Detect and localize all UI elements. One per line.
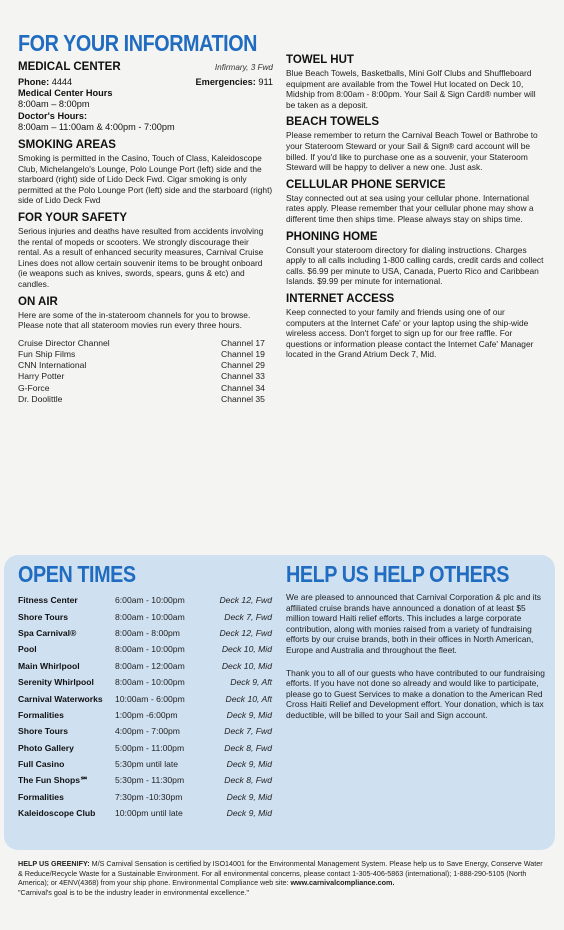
table-row: Shore Tours 4:00pm - 7:00pm Deck 7, Fwd — [18, 726, 272, 737]
table-row: Pool 8:00am - 10:00pm Deck 10, Mid — [18, 644, 272, 655]
safety-section — [18, 212, 273, 290]
beach-towels-title: BEACH TOWELS — [286, 116, 380, 129]
table-row: Serenity Whirlpool 8:00am - 10:00pm Deck 9, Aft — [18, 677, 272, 688]
doctor-hours: 8:00am – 11:00am & 4:00pm - 7:00pm — [18, 121, 175, 132]
towel-hut-section — [286, 54, 546, 110]
safety-title: FOR YOUR SAFETY — [18, 211, 128, 224]
phoning-home-title: PHONING HOME — [286, 230, 378, 243]
list-item: Dr. Doolittle Channel 35 — [18, 393, 265, 404]
table-row: Kaleidoscope Club 10:00pm until late Deck 9, Mid — [18, 808, 272, 819]
safety-text: Serious injuries and deaths have resulted from accidents involving the rental of mopeds or scooters. We strongly discourage their rental. As a result of enhanced security measures, Carnival Cruise Lines does not allow certain souvenir items to be brought onboard (ie weapons such as knives, swords, spears, guns & etc) and candles. — [18, 225, 264, 289]
open-times-section — [18, 560, 278, 821]
table-row: Carnival Waterworks 10:00am - 6:00pm Deck 10, Aft — [18, 693, 272, 704]
list-item: Harry Potter Channel 33 — [18, 371, 265, 382]
greenify-label: HELP US GREENIFY: — [18, 859, 90, 868]
cellular-text: Stay connected out at sea using your cellular phone. International rates apply. Please remember that your cellular phone may show a different time then ships time. Please always stay on ships time. — [286, 192, 534, 224]
internet-text: Keep connected to your family and friends using one of our computers at the Internet Cafe' or your laptop using the ship-wide wireless access. Don't forget to sign up for our free raffle. For questions or information please contact the Internet Cafe' Manager located in the Grand Atrium Deck 7, Mid. — [286, 306, 534, 360]
phoning-home-text: Consult your stateroom directory for dialing instructions. Charges apply to all calls including 1-800 calling cards, credit cards and collect calls. $6.99 per minute to USA, Canada, Puerto Rico and Caribbean Islands. $9.99 per minute for international. — [286, 244, 544, 287]
table-row: The Fun Shops℠ 5:30pm - 11:30pm Deck 8, Fwd — [18, 774, 272, 786]
smoking-section — [18, 139, 273, 206]
list-item: Cruise Director Channel Channel 17 — [18, 337, 265, 348]
towel-hut-title: TOWEL HUT — [286, 54, 354, 66]
on-air-text: Here are some of the in-stateroom channels for you to browse. Please note that all stateroom movies run every three hours. — [18, 309, 251, 331]
left-column — [18, 30, 273, 405]
compliance-website-link[interactable]: www.carnivalcompliance.com. — [290, 878, 395, 888]
towel-hut-text: Blue Beach Towels, Basketballs, Mini Golf Clubs and Shuffleboard equipment are available from the Towel Hut located on Deck 10, Midship from 8:00am - 8:00pm. Your Sail & Sign Card® number will be taken as a deposit. — [286, 68, 536, 110]
medical-hours: 8:00am – 8:00pm — [18, 99, 90, 110]
greenify-footer — [18, 859, 546, 897]
on-air-section — [18, 296, 273, 405]
table-row: Spa Carnival® 8:00am - 8:00pm Deck 12, Fwd — [18, 627, 272, 638]
beach-towels-section — [286, 116, 546, 172]
cellular-section — [286, 179, 546, 225]
list-item: CNN International Channel 29 — [18, 360, 265, 371]
for-your-information-heading: FOR YOUR INFORMATION — [18, 30, 258, 56]
internet-section — [286, 293, 546, 360]
smoking-text: Smoking is permitted in the Casino, Touch of Class, Kaleidoscope Club, Michelangelo's Lounge, Polo Lounge Port (left) side and the starboard (right) side of Lido Deck Fwd. Cigar smoking is only permitted at the Polo Lounge Port (left) side and the starboard (right) side of Lido Deck Fwd — [18, 153, 273, 206]
medical-center-location: Infirmary, 3 Fwd — [214, 63, 273, 72]
table-row: Fitness Center 6:00am - 10:00pm Deck 12, Fwd — [18, 595, 272, 606]
help-others-para-2: Thank you to all of our guests who have contributed to our fundraising efforts. If you have not done so already and would like to participate, please go to Guest Services to make a donation to the American Red Cross Haiti Relief and Development effort. Your donation, which is tax deductible, will be billed to your Sail and Sign account. — [286, 667, 545, 720]
table-row: Photo Gallery 5:00pm - 11:00pm Deck 8, Fwd — [18, 742, 272, 753]
greenify-text: M/S Carnival Sensation is certified by ISO14001 for the Environmental Management System. Please help us to Save Energy, Conserve Water & Reduce/Recycle Waste for a Sustainable Environment. For all environmental concerns, please contact 1-305-406-5863 (international); 1-888-290-5105 (North America); or 4ENV(4368) from your ship phone. Environmental Compliance web site: — [18, 859, 543, 888]
doctor-hours-label: Doctor's Hours: — [18, 110, 88, 121]
table-row: Shore Tours 8:00am - 10:00am Deck 7, Fwd — [18, 611, 272, 622]
help-others-para-1: We are pleased to announced that Carnival Corporation & plc and its affiliated cruise brands have announced a donation of at least $5 million toward Haiti relief efforts. This includes a large corporate contribution, along with monies raised from a variety of fundraising efforts by our cruise brands, both in their offices in North American, Europe and Australia and throughout the fleet. — [286, 592, 541, 655]
medical-center-section — [18, 61, 273, 133]
beach-towels-text: Please remember to return the Carnival Beach Towel or Bathrobe to your Stateroom Steward or your Sail & Sign® card account will be billed. If you'd like to purchase one as a souvenir, your Stateroom Steward will be happy to deliver a new one. Just ask. — [286, 130, 538, 173]
help-others-section — [286, 560, 546, 721]
table-row: Full Casino 5:30pm until late Deck 9, Mid — [18, 759, 272, 770]
smoking-title: SMOKING AREAS — [18, 139, 116, 152]
list-item: G-Force Channel 34 — [18, 382, 265, 393]
open-times-heading: OPEN TIMES — [18, 561, 136, 587]
phone-number: 4444 — [51, 77, 73, 87]
on-air-title: ON AIR — [18, 295, 58, 308]
table-row: Formalities 7:30pm -10:30pm Deck 9, Mid — [18, 791, 272, 802]
internet-title: INTERNET ACCESS — [286, 292, 395, 305]
table-row: Formalities 1:00pm -6:00pm Deck 9, Mid — [18, 709, 272, 720]
cellular-title: CELLULAR PHONE SERVICE — [286, 178, 446, 191]
table-row: Main Whirlpool 8:00am - 12:00am Deck 10, Mid — [18, 660, 272, 671]
phoning-home-section — [286, 231, 546, 287]
right-column — [286, 54, 546, 360]
list-item: Fun Ship Films Channel 19 — [18, 348, 265, 359]
medical-hours-label: Medical Center Hours — [18, 88, 113, 99]
open-times-table — [18, 592, 278, 821]
channel-list — [18, 338, 273, 405]
greenify-goal: "Carnival's goal is to be the industry leader in environmental excellence." — [18, 887, 250, 897]
emergency-number: 911 — [258, 77, 273, 87]
medical-center-title: MEDICAL CENTER — [18, 61, 121, 73]
phone-label: Phone: — [18, 77, 50, 87]
help-others-heading: HELP US HELP OTHERS — [286, 561, 510, 587]
emergency-label: Emergencies: — [195, 77, 256, 87]
